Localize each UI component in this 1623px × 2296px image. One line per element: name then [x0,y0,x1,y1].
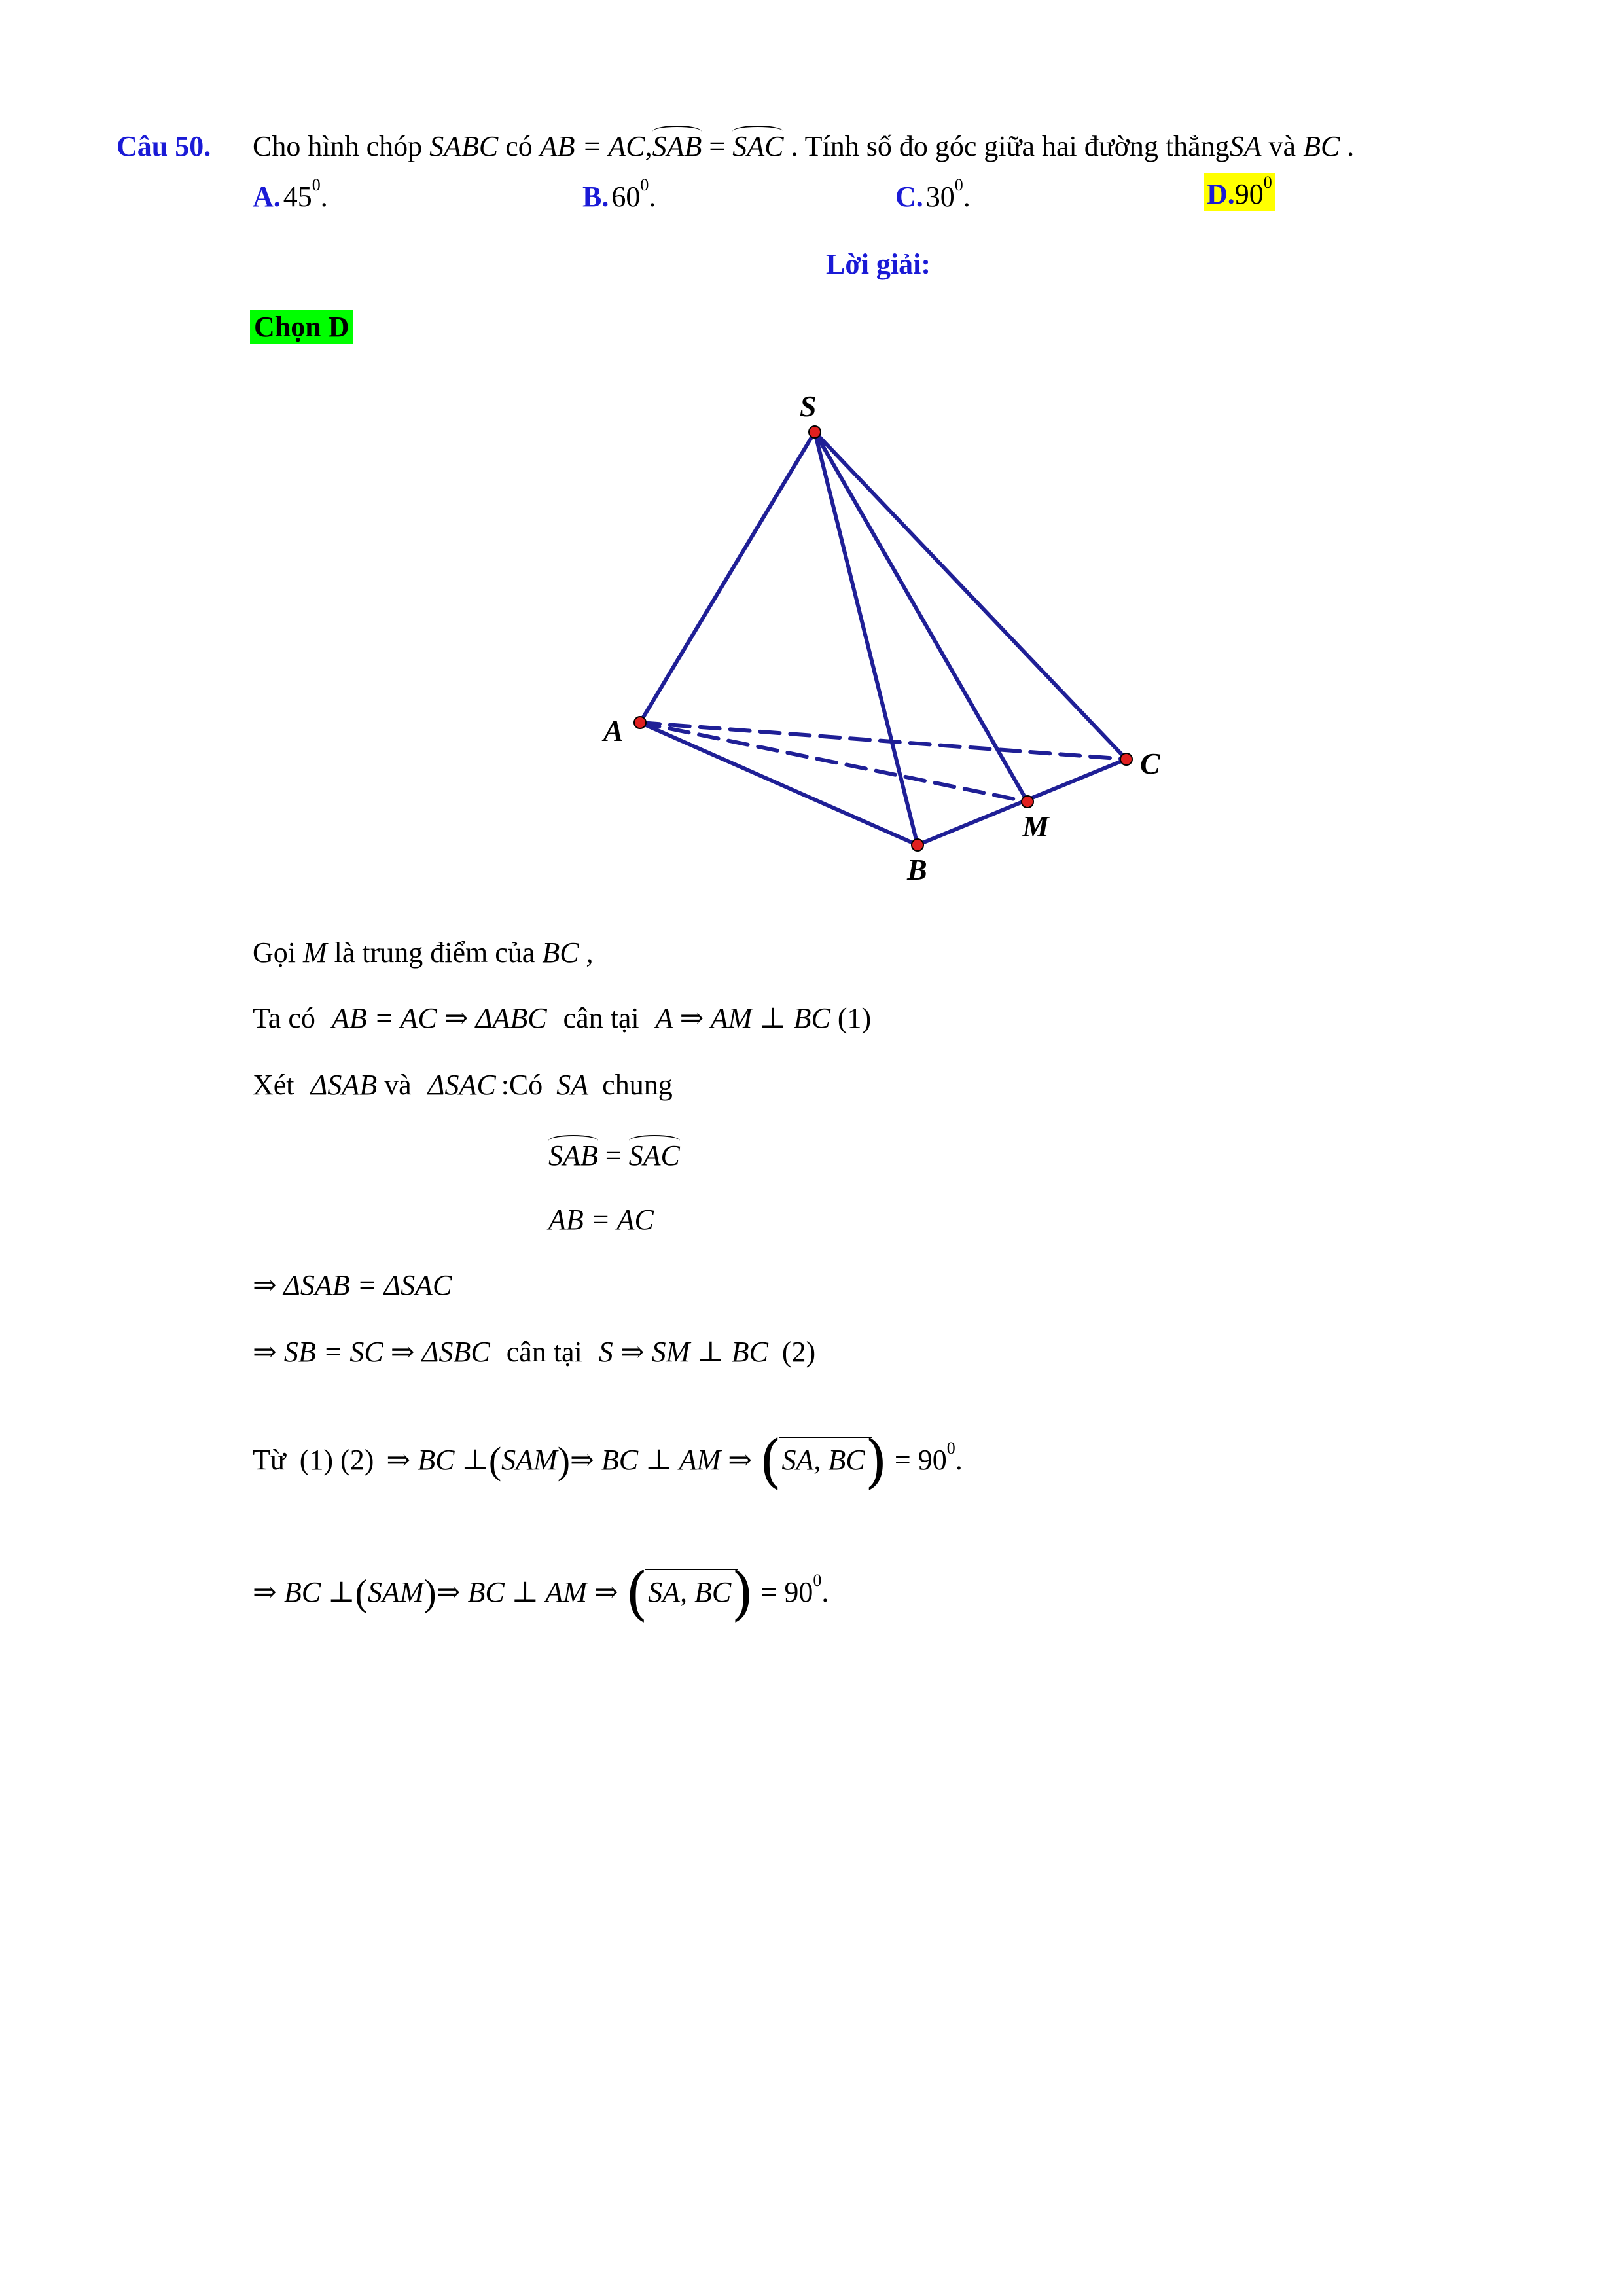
option-b [582,175,656,213]
step-7 [253,1335,815,1369]
step-8-result: = 90 [894,1444,947,1476]
question-eq: = [709,130,726,162]
option-a [253,175,328,213]
pyramid-name: SABC [429,130,499,162]
step-3-segment-sa: SA [556,1069,589,1101]
chosen-answer: Chọn D [250,310,353,344]
edge-sb [815,432,918,845]
point-c [1120,753,1132,765]
option-c-sup: 0 [954,175,963,194]
edge-sm [815,432,1027,802]
option-d-value: 90 [1234,178,1264,210]
step-9-result: = 90 [760,1576,813,1608]
step-9-end: . [821,1576,829,1608]
step-8-angle-pair: SA, BC [781,1444,865,1476]
step-1-point-m: M [303,937,327,969]
step-2 [253,1001,871,1035]
label-s: S [800,389,817,423]
step-7-ref: (2) [781,1336,816,1368]
step-9-angle-pair: SA, BC [648,1576,732,1608]
option-b-value: 60 [611,181,641,213]
step-2-ref: (1) [837,1002,872,1034]
question-end: . [1347,130,1355,162]
step-3 [253,1068,673,1102]
question-condition: AB = AC, [539,130,652,162]
step-7-text-b: cân tại [506,1336,582,1368]
step-4 [548,1139,680,1172]
option-a-letter: A. [253,181,281,213]
label-a: A [603,714,624,747]
question-ask: . Tính số đo góc giữa hai đường thẳng [791,130,1230,162]
step-9 [253,1560,829,1627]
step-1-text-b: là trung điểm của [334,937,535,969]
option-c [895,175,971,213]
step-1-segment: BC , [542,937,594,969]
point-s [809,426,821,438]
option-c-suffix: . [963,181,971,213]
step-6: ⇒ ΔSAB = ΔSAC [253,1269,452,1301]
step-8-math-c: ⇒ BC ⊥ [386,1444,489,1476]
point-m [1022,796,1033,808]
step-8-big-paren-open: ( [759,1427,782,1495]
edge-ab [640,723,918,845]
step-8-big-paren-close: ) [865,1427,887,1495]
step-9-paren-close: ) [423,1571,437,1614]
question-text [253,130,1354,163]
step-9-paren-open: ( [355,1571,368,1614]
step-9-big-paren-open: ( [625,1560,649,1627]
step-1 [253,936,594,969]
option-b-letter: B. [582,181,609,213]
line-sa: SA [1229,130,1262,162]
option-c-value: 30 [925,181,955,213]
step-3-text-g: chung [602,1069,673,1101]
step-1-text-a: Gọi [253,937,296,969]
step-2-text-a: Ta có [253,1002,315,1034]
step-8-math-e: ⇒ BC ⊥ AM ⇒ [570,1444,753,1476]
option-d-letter: D. [1207,178,1235,210]
pyramid-figure [589,373,1178,897]
label-b: B [907,853,927,886]
edge-sc [815,432,1126,759]
step-5: AB = AC [548,1204,654,1236]
point-b [912,839,923,851]
question-intro: Cho hình chóp [253,130,423,162]
angle-sac: SAC [732,130,784,162]
angle-sab: SAB [652,130,702,162]
step-3-triangle-sab: ΔSAB [310,1069,378,1101]
step-3-text-e: :Có [501,1069,543,1101]
edge-sa [640,432,815,723]
option-a-value: 45 [283,181,312,213]
step-8 [253,1427,963,1495]
step-9-math-e: ⇒ BC ⊥ AM ⇒ [436,1576,618,1608]
question-number: Câu 50. [116,130,211,162]
label-c: C [1140,747,1160,780]
step-7-math-c: S ⇒ SM ⊥ BC [598,1336,768,1368]
step-9-big-paren-close: ) [731,1560,754,1627]
option-c-letter: C. [895,181,923,213]
option-a-sup: 0 [312,175,321,194]
step-3-triangle-sac: ΔSAC [427,1069,496,1101]
question-co: có [505,130,533,162]
step-4-angle-sab: SAB [548,1139,598,1172]
question-va: và [1268,130,1296,162]
point-a [634,717,646,728]
step-8-paren-open: ( [488,1439,502,1482]
option-d [1204,173,1275,211]
step-8-paren-close: ) [557,1439,571,1482]
line-bc: BC [1303,130,1340,162]
step-3-text-a: Xét [253,1069,294,1101]
option-b-suffix: . [649,181,656,213]
step-8-plane: SAM [501,1444,558,1476]
step-7-math-a: ⇒ SB = SC ⇒ ΔSBC [253,1336,490,1368]
label-m: M [1022,810,1049,843]
step-8-refs: (1) (2) [299,1444,374,1476]
segment-am-hidden [640,723,1027,802]
step-4-angle-sac: SAC [628,1139,680,1172]
step-4-eq: = [605,1139,622,1172]
step-2-math-b: AB = AC ⇒ ΔABC [331,1002,547,1034]
step-9-math-c: ⇒ BC ⊥ [253,1576,355,1608]
solution-title: Lời giải: [826,248,931,280]
step-9-plane: SAM [367,1576,424,1608]
step-2-text-c: cân tại [563,1002,639,1034]
option-d-sup: 0 [1263,173,1272,192]
step-9-sup: 0 [813,1571,822,1590]
option-a-suffix: . [320,181,328,213]
step-8-end: . [955,1444,963,1476]
step-2-math-d: A ⇒ AM ⊥ BC [655,1002,830,1034]
option-b-sup: 0 [640,175,649,194]
step-3-text-c: và [384,1069,412,1101]
step-8-text-a: Từ [253,1444,286,1476]
step-8-sup: 0 [946,1439,955,1458]
